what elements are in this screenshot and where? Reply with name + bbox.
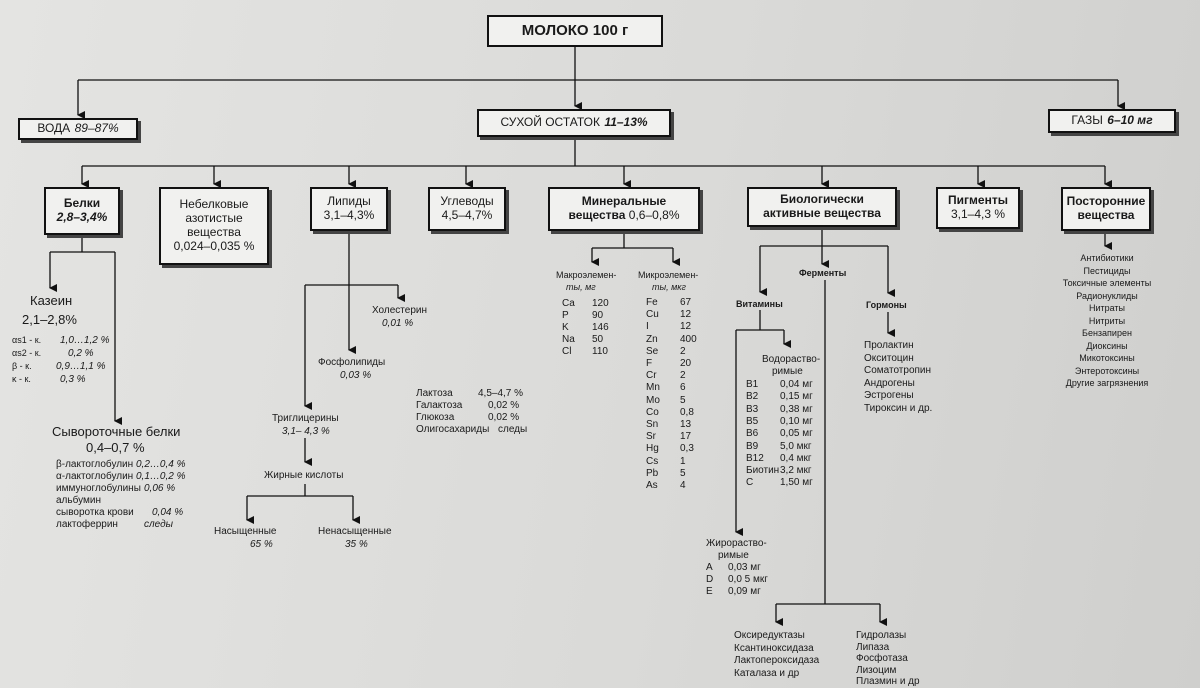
- macro-table: [562, 298, 622, 368]
- whey-fraction-value: 0,1…0,2 %: [136, 471, 186, 482]
- carb-value: 4,5–4,7 %: [478, 388, 524, 399]
- micro-element-symbol: Zn: [646, 333, 658, 345]
- foreign-substance-item: Нитриты: [1088, 315, 1126, 326]
- micro-element-value: 12: [680, 321, 692, 333]
- micro-element-symbol: I: [646, 321, 649, 333]
- root-box: [487, 15, 663, 47]
- micro-element-value: 5: [680, 394, 686, 406]
- micro-element-value: 2: [680, 345, 686, 357]
- micro-header-1: Микроэлемен-: [638, 270, 699, 280]
- nonprotein-line2: азотистые: [185, 211, 243, 226]
- enzymes-right-list: [856, 630, 932, 688]
- hormone-item: Андрогены: [864, 377, 915, 389]
- macro-element-value: 146: [592, 322, 609, 333]
- casein-fraction-name: β - к.: [12, 361, 32, 371]
- micro-element-value: 1: [680, 455, 686, 467]
- water-vitamin-value: 0,04 мг: [780, 379, 813, 390]
- micro-header-2: ты, мкг: [652, 282, 686, 292]
- carb-value: следы: [498, 424, 528, 435]
- carb-name: Лактоза: [416, 388, 453, 399]
- hormone-item: Окситоцин: [864, 352, 914, 364]
- hormone-item: Эстрогены: [864, 390, 914, 401]
- carbs-name: Углеводы: [440, 194, 494, 209]
- foreign-substance-item: Другие загрязнения: [1065, 378, 1149, 388]
- micro-element-symbol: Sr: [646, 431, 656, 443]
- cholesterol-value: 0,01 %: [382, 318, 414, 329]
- fatty-acids-name: Жирные кислоты: [264, 470, 344, 481]
- whey-fractions: [56, 459, 196, 537]
- minerals-line1: Минеральные: [581, 194, 667, 209]
- bio-line2: активные вещества: [763, 206, 881, 220]
- micro-element-symbol: Co: [646, 406, 659, 418]
- micro-element-value: 400: [680, 333, 697, 345]
- enzyme-item: Лизоцим: [856, 664, 897, 676]
- gases-value: 6–10 мг: [1107, 113, 1153, 128]
- carbs-list: [416, 388, 556, 440]
- water-vitamin-value: 1,50 мг: [780, 477, 813, 489]
- minerals-box: [548, 187, 700, 231]
- casein-fraction-value: 0,2 %: [68, 348, 94, 359]
- proteins-value: 2,8–3,4%: [56, 210, 108, 224]
- micro-element-value: 12: [680, 309, 692, 321]
- water-vitamin-name: C: [746, 477, 754, 489]
- micro-element-value: 4: [680, 480, 686, 491]
- minerals-line2: вещества: [568, 208, 626, 222]
- enzyme-item: Липаза: [856, 641, 890, 653]
- micro-table: [646, 297, 706, 507]
- hormones-list: [864, 340, 944, 418]
- nonprotein-value: 0,024–0,035 %: [173, 238, 255, 253]
- vitamins-label: Витамины: [736, 299, 783, 309]
- micro-element-symbol: Cu: [646, 309, 659, 321]
- foreign-substance-item: Микотоксины: [1079, 353, 1135, 363]
- micro-element-value: 17: [680, 431, 692, 443]
- casein-fraction-value: 1,0…1,2 %: [60, 335, 110, 346]
- foreign-line2: вещества: [1077, 208, 1135, 222]
- micro-element-symbol: Pb: [646, 467, 659, 479]
- micro-element-value: 13: [680, 419, 692, 430]
- water-vitamin-value: 0,05 мг: [780, 428, 813, 440]
- carb-name: Олигосахариды: [416, 424, 490, 435]
- enzyme-item: Лактопероксидаза: [734, 655, 820, 666]
- unsaturated-value: 35 %: [345, 539, 368, 550]
- foreign-list: [1052, 253, 1162, 393]
- pigments-name: Пигменты: [948, 193, 1008, 208]
- dry-residue-value: 11–13%: [604, 115, 648, 130]
- fat-vitamin-name: D: [706, 574, 714, 585]
- micro-element-symbol: F: [646, 358, 653, 369]
- foreign-substance-item: Токсичные элементы: [1062, 278, 1152, 288]
- micro-element-symbol: Fe: [646, 297, 658, 308]
- root-title: МОЛОКО 100 г: [521, 22, 629, 40]
- casein-fraction-name: κ - к.: [12, 374, 31, 384]
- water-vitamin-name: B6: [746, 428, 759, 440]
- bio-box: [747, 187, 897, 227]
- macro-element-value: 120: [592, 298, 609, 309]
- water-vitamin-name: B1: [746, 379, 759, 390]
- enzyme-item: Ксантиноксидаза: [734, 642, 814, 654]
- macro-element-symbol: P: [562, 310, 569, 321]
- fat-vitamin-name: A: [706, 562, 713, 573]
- saturated-value: 65 %: [250, 539, 273, 550]
- casein-fractions: [12, 335, 122, 387]
- proteins-name: Белки: [63, 196, 101, 211]
- carbs-value: 4,5–4,7%: [441, 208, 493, 222]
- enzyme-item: Гидролазы: [856, 630, 907, 641]
- micro-element-symbol: Mo: [646, 394, 660, 406]
- casein-name: Казеин: [30, 293, 73, 308]
- macro-element-value: 90: [592, 310, 604, 321]
- enzyme-item: Каталаза и др: [734, 667, 800, 679]
- casein-value: 2,1–2,8%: [22, 312, 77, 327]
- whey-fraction-name: β-лактоглобулин: [56, 459, 134, 470]
- water-soluble-label-1: Водораство-: [762, 354, 821, 365]
- whey-fraction-name: α-лактоглобулин: [56, 471, 134, 482]
- micro-element-symbol: As: [646, 480, 658, 491]
- macro-element-symbol: K: [562, 322, 569, 333]
- dry-residue-name: СУХОЙ ОСТАТОК: [500, 115, 600, 130]
- triglycerides-value: 3,1– 4,3 %: [282, 426, 330, 437]
- carbs-box: [428, 187, 506, 231]
- gases-box: [1048, 109, 1176, 133]
- micro-element-symbol: Cr: [646, 370, 657, 382]
- water-vitamin-value: 0,10 мг: [780, 415, 813, 427]
- macro-element-value: 50: [592, 334, 604, 345]
- bio-line1: Биологически: [780, 192, 864, 207]
- nonprotein-line3: вещества: [187, 225, 241, 239]
- enzymes-left-list: [734, 630, 824, 682]
- carb-name: Галактоза: [416, 400, 463, 411]
- water-vitamin-value: 3,2 мкг: [780, 465, 812, 477]
- casein-fraction-value: 0,3 %: [60, 374, 86, 385]
- micro-element-value: 5: [680, 467, 686, 479]
- micro-element-value: 6: [680, 382, 686, 394]
- enzyme-item: Фосфотаза: [856, 653, 908, 665]
- foreign-substance-item: Пестициды: [1083, 265, 1131, 276]
- foreign-substance-item: Бензапирен: [1082, 328, 1132, 338]
- hormone-item: Соматотропин: [864, 365, 932, 376]
- casein-fraction-name: αs1 - к.: [12, 335, 42, 345]
- foreign-box: [1061, 187, 1151, 231]
- enzyme-item: Оксиредуктазы: [734, 630, 805, 641]
- whey-fraction-name: альбумин: [56, 495, 101, 506]
- phospholipids-name: Фосфолипиды: [318, 357, 386, 368]
- hormones-label: Гормоны: [866, 300, 907, 310]
- water-vitamin-name: B9: [746, 440, 759, 452]
- carb-value: 0,02 %: [488, 412, 520, 423]
- saturated-name: Насыщенные: [214, 526, 277, 537]
- whey-fraction-value: следы: [144, 519, 173, 530]
- gases-name: ГАЗЫ: [1071, 113, 1103, 128]
- water-name: ВОДА: [37, 121, 71, 136]
- macro-header-1: Макроэлемен-: [556, 270, 617, 280]
- nonprotein-line1: Небелковые: [179, 197, 249, 212]
- whey-fraction-value: 0,06 %: [144, 483, 176, 494]
- unsaturated-name: Ненасыщенные: [318, 526, 392, 537]
- triglycerides-name: Триглицерины: [272, 413, 339, 424]
- water-vitamin-value: 0,38 мг: [780, 403, 813, 415]
- water-vitamin-name: Биотин: [746, 465, 780, 477]
- fat-soluble-label-1: Жирораство-: [706, 538, 767, 549]
- micro-element-symbol: Hg: [646, 443, 659, 455]
- water-vitamin-name: B2: [746, 391, 759, 403]
- minerals-value: 0,6–0,8%: [628, 208, 680, 222]
- cholesterol-name: Холестерин: [372, 305, 427, 316]
- lipids-value: 3,1–4,3%: [323, 208, 375, 222]
- whey-fraction-name: иммуноглобулины: [56, 483, 141, 494]
- water-vitamin-value: 0,15 мг: [780, 391, 813, 403]
- water-soluble-label-2: римые: [772, 366, 803, 377]
- fat-vitamin-value: 0,09 мг: [728, 586, 761, 597]
- micro-element-value: 67: [680, 297, 692, 308]
- micro-element-value: 0,8: [680, 406, 694, 418]
- fat-soluble-label-2: римые: [718, 550, 749, 561]
- micro-element-value: 2: [680, 370, 686, 382]
- water-vitamin-value: 5,0 мкг: [780, 440, 812, 452]
- whey-fraction-name: лактоферрин: [56, 519, 118, 530]
- enzymes-label: Ферменты: [799, 268, 847, 278]
- hormone-item: Пролактин: [864, 340, 914, 351]
- water-vitamin-value: 0,4 мкг: [780, 452, 812, 464]
- whey-fraction-name: сыворотка крови: [56, 507, 134, 518]
- whey-value: 0,4–0,7 %: [86, 440, 145, 455]
- foreign-substance-item: Диоксины: [1086, 340, 1128, 351]
- lipids-box: [310, 187, 388, 231]
- foreign-substance-item: Антибиотики: [1080, 253, 1134, 263]
- foreign-substance-item: Энтеротоксины: [1074, 365, 1140, 376]
- micro-element-symbol: Se: [646, 345, 659, 357]
- carb-name: Глюкоза: [416, 412, 455, 423]
- pigments-value: 3,1–4,3 %: [950, 207, 1006, 221]
- water-vitamin-name: B12: [746, 452, 764, 464]
- water-vitamins-table: [746, 379, 836, 497]
- casein-fraction-value: 0,9…1,1 %: [56, 361, 106, 372]
- whey-fraction-value: 0,04 %: [152, 507, 184, 518]
- fat-vitamin-name: E: [706, 586, 713, 597]
- macro-header-2: ты, мг: [566, 282, 596, 292]
- carb-value: 0,02 %: [488, 400, 520, 411]
- hormone-item: Тироксин и др.: [864, 402, 933, 414]
- nonprotein-box: [159, 187, 269, 265]
- macro-element-symbol: Cl: [562, 346, 572, 357]
- casein-fraction-name: αs2 - к.: [12, 348, 42, 358]
- micro-element-symbol: Sn: [646, 419, 659, 430]
- fat-vitamin-value: 0,03 мг: [728, 562, 761, 573]
- foreign-substance-item: Нитраты: [1088, 303, 1126, 313]
- micro-element-value: 0,3: [680, 443, 694, 455]
- whey-name: Сывороточные белки: [52, 424, 181, 439]
- macro-element-value: 110: [592, 346, 608, 357]
- phospholipids-value: 0,03 %: [340, 370, 372, 381]
- micro-element-symbol: Mn: [646, 382, 660, 394]
- whey-fraction-value: 0,2…0,4 %: [136, 459, 186, 470]
- micro-element-value: 20: [680, 358, 692, 369]
- water-vitamin-name: B3: [746, 403, 759, 415]
- water-box: [18, 118, 138, 140]
- dry-residue-box: [477, 109, 671, 137]
- micro-element-symbol: Cs: [646, 455, 659, 467]
- fat-vitamins-table: [706, 562, 786, 602]
- pigments-box: [936, 187, 1020, 229]
- enzyme-item: Плазмин и др: [856, 676, 920, 688]
- foreign-substance-item: Радионуклиды: [1076, 290, 1138, 301]
- proteins-box: [44, 187, 120, 235]
- water-vitamin-name: B5: [746, 415, 759, 427]
- fat-vitamin-value: 0,0 5 мкг: [728, 574, 768, 585]
- foreign-line1: Посторонние: [1066, 194, 1146, 209]
- lipids-name: Липиды: [327, 194, 371, 209]
- macro-element-symbol: Ca: [562, 298, 575, 309]
- water-value: 89–87%: [74, 121, 119, 136]
- macro-element-symbol: Na: [562, 334, 575, 345]
